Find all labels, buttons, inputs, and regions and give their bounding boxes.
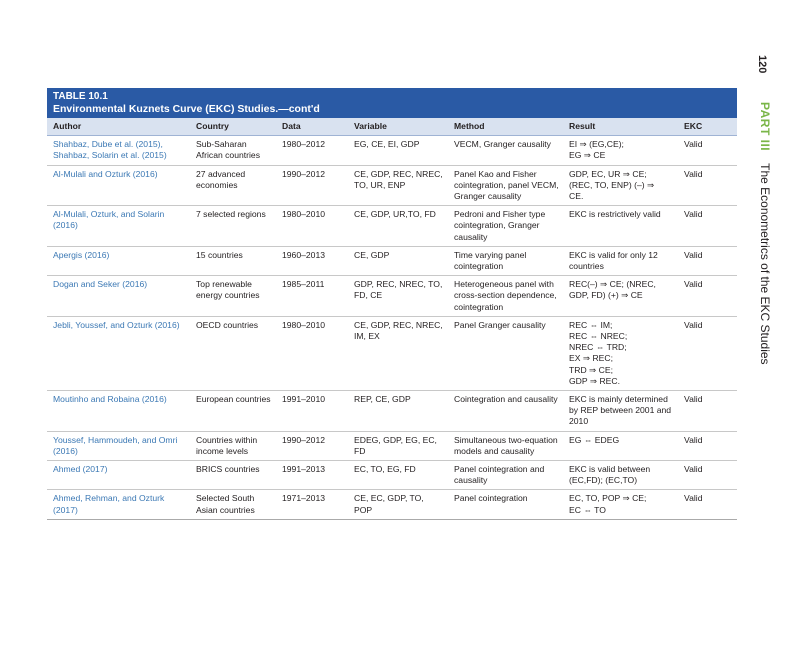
- method-cell: Panel cointegration: [448, 490, 563, 519]
- method-cell: Pedroni and Fisher type cointegration, Granger causality: [448, 206, 563, 247]
- result-cell: [563, 461, 678, 490]
- ekc-cell: Valid: [678, 316, 737, 390]
- method-cell: Heterogeneous panel with cross-section dependence, cointegration: [448, 276, 563, 317]
- result-line: EKC is valid between (EC,FD); (EC,TO): [569, 464, 651, 486]
- author-cell: Ahmed, Rehman, and Ozturk (2017): [47, 490, 190, 519]
- result-cell: [563, 136, 678, 165]
- ekc-cell: Valid: [678, 206, 737, 247]
- method-cell: Panel Kao and Fisher cointegration, panel VECM, Granger causality: [448, 165, 563, 206]
- data-period-cell: 1991–2010: [276, 391, 348, 432]
- table-row: [47, 391, 737, 432]
- table-row: [47, 316, 737, 390]
- table-label: TABLE 10.1: [53, 91, 108, 102]
- country-cell: 27 advanced economies: [190, 165, 276, 206]
- author-cell: Youssef, Hammoudeh, and Omri (2016): [47, 431, 190, 460]
- result-line: (REC, TO, ENP) (–) ⇒: [569, 179, 655, 190]
- header-variable: Variable: [348, 118, 448, 136]
- table-row: [47, 431, 737, 460]
- method-cell: Cointegration and causality: [448, 391, 563, 432]
- page-number: 120: [756, 55, 768, 74]
- variable-cell: EC, TO, EG, FD: [348, 461, 448, 490]
- ekc-cell: Valid: [678, 391, 737, 432]
- result-cell: [563, 165, 678, 206]
- result-cell: [563, 431, 678, 460]
- author-cell: Shahbaz, Dube et al. (2015), Shahbaz, Solarin et al. (2015): [47, 136, 190, 165]
- result-line: EG ⇒ CE: [569, 150, 606, 161]
- country-cell: OECD countries: [190, 316, 276, 390]
- result-cell: [563, 490, 678, 519]
- table-row: [47, 206, 737, 247]
- table-row: [47, 136, 737, 165]
- author-cell: Dogan and Seker (2016): [47, 276, 190, 317]
- ekc-cell: Valid: [678, 246, 737, 275]
- method-cell: VECM, Granger causality: [448, 136, 563, 165]
- author-cell: Jebli, Youssef, and Ozturk (2016): [47, 316, 190, 390]
- table-row: [47, 246, 737, 275]
- author-cell: Al-Mulali, Ozturk, and Solarin (2016): [47, 206, 190, 247]
- result-cell: [563, 276, 678, 317]
- studies-table: [47, 118, 737, 520]
- result-line: CE.: [569, 191, 584, 202]
- country-cell: 7 selected regions: [190, 206, 276, 247]
- variable-cell: CE, EC, GDP, TO, POP: [348, 490, 448, 519]
- result-line: REC(–) ⇒ CE; (NREC,: [569, 279, 656, 290]
- data-period-cell: 1985–2011: [276, 276, 348, 317]
- country-cell: Sub-Saharan African countries: [190, 136, 276, 165]
- variable-cell: EDEG, GDP, EG, EC, FD: [348, 431, 448, 460]
- ekc-cell: Valid: [678, 490, 737, 519]
- ekc-cell: Valid: [678, 165, 737, 206]
- table-title: Environmental Kuznets Curve (EKC) Studies.—cont'd: [53, 103, 320, 115]
- result-line: TRD ⇒ CE;: [569, 364, 613, 375]
- table-caption: [47, 88, 737, 118]
- result-line: REC ⇔ NREC;: [569, 331, 628, 342]
- ekc-cell: Valid: [678, 276, 737, 317]
- data-period-cell: 1991–2013: [276, 461, 348, 490]
- data-period-cell: 1960–2013: [276, 246, 348, 275]
- result-line: EKC is mainly determined by REP between 2001 and 2010: [569, 394, 672, 427]
- variable-cell: EG, CE, EI, GDP: [348, 136, 448, 165]
- variable-cell: CE, GDP, REC, NREC, IM, EX: [348, 316, 448, 390]
- result-line: EX ⇒ REC;: [569, 353, 613, 364]
- result-line: EC, TO, POP ⇒ CE;: [569, 493, 647, 504]
- result-line: NREC ⇔ TRD;: [569, 342, 627, 353]
- header-author: Author: [47, 118, 190, 136]
- running-header: [750, 52, 778, 365]
- data-period-cell: 1990–2012: [276, 165, 348, 206]
- data-period-cell: 1971–2013: [276, 490, 348, 519]
- country-cell: Top renewable energy countries: [190, 276, 276, 317]
- variable-cell: GDP, REC, NREC, TO, FD, CE: [348, 276, 448, 317]
- author-cell: Al-Mulali and Ozturk (2016): [47, 165, 190, 206]
- table-header-row: [47, 118, 737, 136]
- ekc-studies-table: [47, 88, 737, 520]
- part-label: PART III: [758, 102, 772, 152]
- table-row: [47, 461, 737, 490]
- result-line: REC ⇔ IM;: [569, 319, 613, 330]
- author-cell: Moutinho and Robaina (2016): [47, 391, 190, 432]
- data-period-cell: 1990–2012: [276, 431, 348, 460]
- variable-cell: REP, CE, GDP: [348, 391, 448, 432]
- data-period-cell: 1980–2010: [276, 316, 348, 390]
- data-period-cell: 1980–2010: [276, 206, 348, 247]
- result-cell: [563, 246, 678, 275]
- table-body: [47, 136, 737, 520]
- variable-cell: CE, GDP, UR,TO, FD: [348, 206, 448, 247]
- data-period-cell: 1980–2012: [276, 136, 348, 165]
- country-cell: BRICS countries: [190, 461, 276, 490]
- result-line: GDP, FD) (+) ⇒ CE: [569, 290, 643, 301]
- method-cell: Simultaneous two-equation models and causality: [448, 431, 563, 460]
- result-line: EG ⇔ EDEG: [569, 434, 620, 445]
- table-row: [47, 165, 737, 206]
- ekc-cell: Valid: [678, 431, 737, 460]
- result-line: GDP, EC, UR ⇒ CE;: [569, 168, 647, 179]
- result-line: EKC is valid for only 12 countries: [569, 249, 658, 272]
- method-cell: Panel Granger causality: [448, 316, 563, 390]
- country-cell: Countries within income levels: [190, 431, 276, 460]
- country-cell: European countries: [190, 391, 276, 432]
- table-row: [47, 490, 737, 519]
- result-line: EKC is restrictively valid: [569, 209, 661, 220]
- table-row: [47, 276, 737, 317]
- header-country: Country: [190, 118, 276, 136]
- header-method: Method: [448, 118, 563, 136]
- ekc-cell: Valid: [678, 461, 737, 490]
- method-cell: Panel cointegration and causality: [448, 461, 563, 490]
- variable-cell: CE, GDP: [348, 246, 448, 275]
- variable-cell: CE, GDP, REC, NREC, TO, UR, ENP: [348, 165, 448, 206]
- result-line: GDP ⇒ REC.: [569, 375, 620, 386]
- header-ekc: EKC: [678, 118, 737, 136]
- result-line: EC ⇔ TO: [569, 504, 606, 515]
- result-cell: [563, 391, 678, 432]
- ekc-cell: Valid: [678, 136, 737, 165]
- method-cell: Time varying panel cointegration: [448, 246, 563, 275]
- country-cell: Selected South Asian countries: [190, 490, 276, 519]
- author-cell: Apergis (2016): [47, 246, 190, 275]
- result-cell: [563, 316, 678, 390]
- section-title: The Econometrics of the EKC Studies: [758, 163, 772, 365]
- author-cell: Ahmed (2017): [47, 461, 190, 490]
- result-cell: [563, 206, 678, 247]
- country-cell: 15 countries: [190, 246, 276, 275]
- header-data: Data: [276, 118, 348, 136]
- running-title: [758, 102, 772, 365]
- result-line: EI ⇒ (EG,CE);: [569, 139, 624, 150]
- header-result: Result: [563, 118, 678, 136]
